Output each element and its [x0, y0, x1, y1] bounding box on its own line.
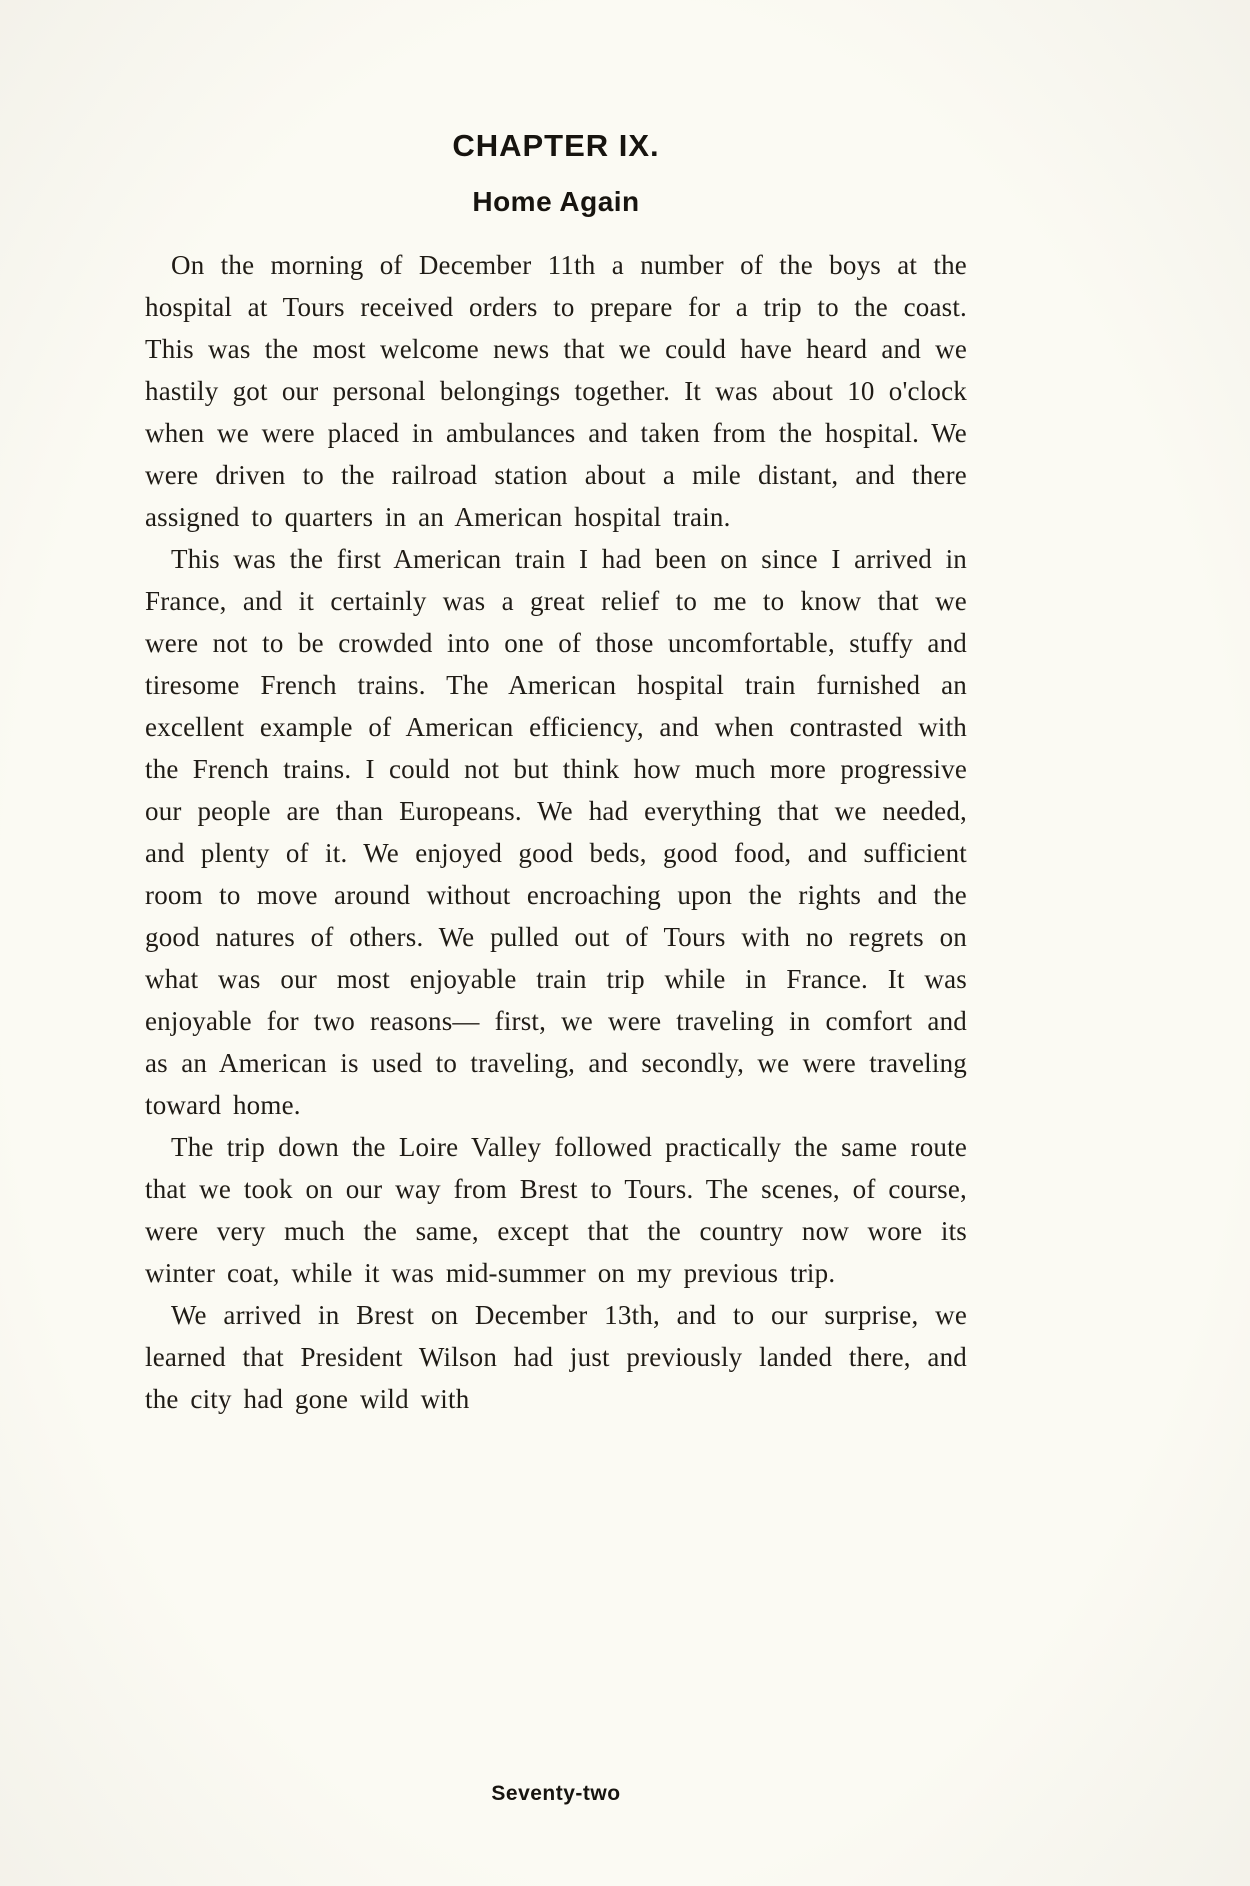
- section-title: Home Again: [472, 186, 640, 217]
- chapter-heading: CHAPTER IX.: [452, 128, 660, 163]
- paragraph: On the morning of December 11th a number of the boys at the hospital at Tours received orders to prepare for a trip to the coast. This was the most welcome news that we could have heard and we hastily got our personal belongings together. It was about 10 o'clock when we were placed in ambulances and taken from the hospital. We were driven to the railroad station about a mile distant, and there assigned to quarters in an American hospital train.: [145, 250, 967, 532]
- paragraph: This was the first American train I had been on since I arrived in France, and it certainly was a great relief to me to know that we were not to be crowded into one of those uncomfortable, stuffy and tiresome French trains. The American hospital train furnished an excellent example of American efficiency, and when contrasted with the French trains. I could not but think how much more progressive our people are than Europeans. We had everything that we needed, and plenty of it. We enjoyed good beds, good food, and sufficient room to move around without encroaching upon the rights and the good natures of others. We pulled out of Tours with no regrets on what was our most enjoyable train trip while in France. It was enjoyable for two reasons— first, we were traveling in comfort and as an American is used to traveling, and secondly, we were traveling toward home.: [145, 544, 967, 1120]
- paragraph: We arrived in Brest on December 13th, and to our surprise, we learned that President Wilson had just previously landed there, and the city had gone wild with: [145, 1300, 967, 1414]
- page-number: Seventy-two: [491, 1782, 621, 1805]
- paragraph: The trip down the Loire Valley followed practically the same route that we took on our way from Brest to Tours. The scenes, of course, were very much the same, except that the country now wore its winter coat, while it was mid-summer on my previous trip.: [145, 1132, 967, 1288]
- book-page: [145, 128, 967, 1420]
